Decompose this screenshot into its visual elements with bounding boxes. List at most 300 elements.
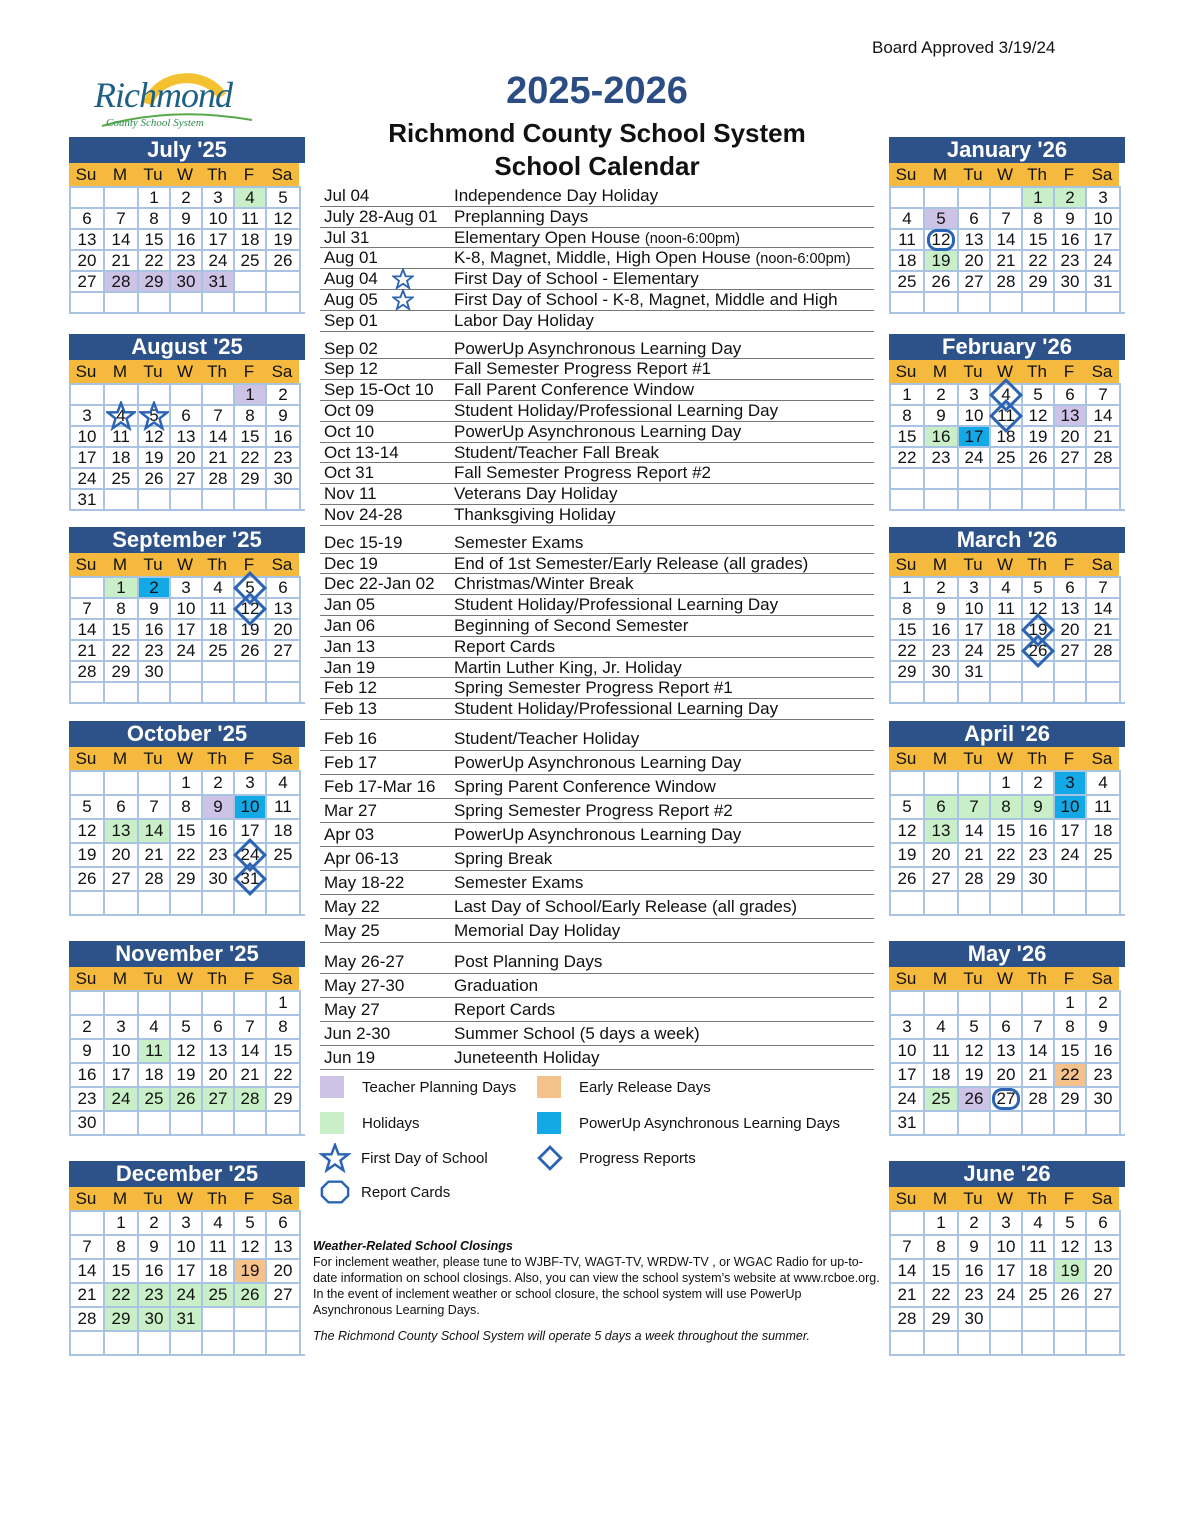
day-number: 5 [1033, 385, 1043, 404]
day-cell [105, 818, 139, 842]
weekday-label: F [1053, 747, 1085, 770]
weekday-header [889, 360, 1125, 383]
event-date: May 26-27 [324, 951, 405, 971]
day-number: 30 [1060, 272, 1080, 291]
early-release-swatch [537, 1076, 561, 1098]
day-cell [1023, 1234, 1055, 1258]
day-number: 21 [77, 641, 97, 660]
events-list [320, 186, 874, 1070]
day-cell [891, 249, 925, 270]
day-cell [235, 1258, 267, 1282]
day-cell [925, 1038, 959, 1062]
weekday-label: Tu [137, 967, 169, 990]
day-number: 30 [144, 662, 164, 681]
event-description [454, 339, 874, 359]
day-cell [171, 404, 203, 425]
day-number: 9 [1065, 209, 1075, 228]
event-text: Elementary Open House [454, 227, 641, 247]
day-cell [1023, 404, 1055, 425]
month-june [889, 1161, 1125, 1356]
day-number: 16 [208, 821, 228, 840]
weekday-label: Tu [137, 553, 169, 576]
event-description [454, 950, 874, 973]
day-number: 14 [77, 620, 97, 639]
day-number: 22 [273, 1065, 293, 1084]
day-number: 22 [111, 641, 131, 660]
day-cell [203, 291, 235, 312]
day-cell [1055, 842, 1087, 866]
day-number: 6 [936, 797, 946, 816]
day-cell [891, 186, 925, 207]
event-row [320, 678, 874, 699]
day-cell [959, 1306, 991, 1330]
day-number: 12 [273, 209, 293, 228]
day-number: 24 [240, 845, 260, 864]
day-cell [1055, 186, 1087, 207]
day-cell [925, 1062, 959, 1086]
event-description [454, 595, 874, 615]
day-cell [139, 186, 171, 207]
day-number: 28 [996, 272, 1016, 291]
day-number: 20 [1060, 427, 1080, 446]
month-august [69, 334, 305, 511]
event-text: PowerUp Asynchronous Learning Day [454, 421, 742, 441]
day-cell [267, 1282, 301, 1306]
day-cell [891, 639, 925, 660]
day-number: 28 [964, 869, 984, 888]
day-cell [267, 866, 301, 890]
day-cell [1023, 228, 1055, 249]
day-number: 14 [111, 230, 131, 249]
legend-report-cards [320, 1179, 450, 1205]
day-number: 15 [996, 821, 1016, 840]
event-description [454, 505, 874, 525]
day-number: 10 [176, 1237, 196, 1256]
weekday-label: Tu [957, 360, 989, 383]
event-text: Labor Day Holiday [454, 310, 594, 330]
day-cell [203, 1282, 235, 1306]
day-cell [139, 488, 171, 509]
day-cell [235, 1014, 267, 1038]
octagon-icon [320, 1179, 350, 1205]
event-row [320, 359, 874, 380]
weekday-label: F [1053, 967, 1085, 990]
event-text: Report Cards [454, 999, 556, 1019]
day-cell [1023, 660, 1055, 681]
event-row [320, 699, 874, 720]
day-cell [991, 597, 1023, 618]
day-number: 22 [1028, 251, 1048, 270]
day-number: 28 [208, 469, 228, 488]
day-cell [1023, 794, 1055, 818]
day-cell [891, 1014, 925, 1038]
weekday-label: W [169, 163, 201, 186]
weekday-header [69, 747, 305, 770]
district-title: Richmond County School System [388, 118, 806, 148]
event-date: May 27 [324, 999, 380, 1019]
day-cell [71, 425, 105, 446]
day-cell [1023, 1282, 1055, 1306]
day-cell [71, 1086, 105, 1110]
day-number: 1 [902, 578, 912, 597]
legend-holidays-label: Holidays [362, 1114, 420, 1132]
day-cell [1087, 681, 1121, 702]
day-number: 18 [996, 620, 1016, 639]
event-row [320, 775, 874, 799]
event-text: Martin Luther King, Jr. Holiday [454, 657, 682, 677]
day-number: 19 [77, 845, 97, 864]
day-cell [267, 207, 301, 228]
day-cell [105, 383, 139, 404]
day-number: 10 [964, 406, 984, 425]
day-number: 4 [116, 406, 126, 425]
day-cell [991, 446, 1023, 467]
day-number: 19 [176, 1065, 196, 1084]
day-number: 18 [996, 427, 1016, 446]
day-cell [203, 770, 235, 794]
day-number: 11 [241, 209, 259, 228]
day-cell [267, 597, 301, 618]
day-cell [925, 990, 959, 1014]
day-cell [1055, 990, 1087, 1014]
day-number: 29 [897, 662, 917, 681]
event-description [454, 380, 874, 400]
event-date: Jul 04 [324, 186, 370, 205]
day-number: 1 [936, 1213, 946, 1232]
day-cell [71, 597, 105, 618]
day-cell [1087, 186, 1121, 207]
event-row [320, 1046, 874, 1070]
event-description [454, 699, 874, 719]
day-cell [267, 681, 301, 702]
board-approved-note: Board Approved 3/19/24 [872, 38, 1056, 57]
day-number: 6 [1001, 1017, 1011, 1036]
day-cell [1087, 1330, 1121, 1354]
day-number: 31 [208, 272, 228, 291]
day-cell [139, 383, 171, 404]
event-description [454, 554, 874, 574]
day-cell [203, 794, 235, 818]
legend-report-cards-label: Report Cards [361, 1183, 451, 1201]
day-cell [105, 842, 139, 866]
day-number: 2 [82, 1017, 92, 1036]
day-number: 19 [144, 448, 164, 467]
day-cell [891, 1234, 925, 1258]
day-number: 22 [897, 448, 917, 467]
day-number: 4 [902, 209, 912, 228]
day-cell [991, 1062, 1023, 1086]
day-number: 25 [996, 641, 1016, 660]
event-text: PowerUp Asynchronous Learning Day [454, 824, 742, 844]
event-row [320, 339, 874, 360]
day-cell [891, 1282, 925, 1306]
event-row [320, 871, 874, 895]
day-number: 12 [240, 1237, 260, 1256]
powerup-swatch [537, 1112, 561, 1134]
day-number: 17 [996, 1261, 1016, 1280]
day-cell [1087, 1258, 1121, 1282]
day-number: 14 [1093, 406, 1113, 425]
day-number: 17 [111, 1065, 131, 1084]
day-cell [267, 618, 301, 639]
day-number: 3 [1001, 1213, 1011, 1232]
day-cell [139, 1110, 171, 1134]
day-number: 4 [245, 188, 255, 207]
day-number: 26 [1060, 1285, 1080, 1304]
day-number: 18 [931, 1065, 951, 1084]
day-number: 26 [931, 272, 951, 291]
weather-notice [313, 1238, 883, 1344]
event-date: Sep 12 [324, 359, 378, 379]
day-cell [203, 842, 235, 866]
event-description [454, 775, 874, 798]
day-number: 26 [964, 1089, 984, 1108]
day-number: 9 [149, 599, 159, 618]
day-cell [235, 618, 267, 639]
day-cell [139, 770, 171, 794]
day-cell [267, 1014, 301, 1038]
day-cell [171, 446, 203, 467]
day-cell [267, 383, 301, 404]
day-number: 9 [149, 1237, 159, 1256]
day-cell [1087, 1282, 1121, 1306]
day-cell [891, 597, 925, 618]
day-number: 25 [996, 448, 1016, 467]
weekday-header [69, 553, 305, 576]
event-row [320, 616, 874, 637]
day-number: 16 [77, 1065, 97, 1084]
day-number: 14 [897, 1261, 917, 1280]
day-cell [959, 1110, 991, 1134]
weekday-header [69, 1187, 305, 1210]
event-description [454, 311, 874, 331]
day-number: 18 [897, 251, 917, 270]
day-cell [1055, 1062, 1087, 1086]
day-cell [1087, 660, 1121, 681]
day-number: 25 [240, 251, 260, 270]
weekday-label: Th [201, 553, 233, 576]
month-title: January '26 [889, 137, 1125, 163]
day-cell [71, 990, 105, 1014]
day-number: 16 [144, 1261, 164, 1280]
weekday-label: W [169, 967, 201, 990]
day-cell [925, 639, 959, 660]
day-number: 28 [77, 1309, 97, 1328]
event-row [320, 228, 874, 249]
day-number: 6 [82, 209, 92, 228]
day-cell [959, 794, 991, 818]
day-cell [267, 228, 301, 249]
event-description [454, 401, 874, 421]
day-number: 25 [208, 1285, 228, 1304]
day-number: 15 [1028, 230, 1048, 249]
event-row [320, 637, 874, 658]
day-grid [889, 576, 1125, 704]
day-cell [203, 639, 235, 660]
day-number: 12 [931, 230, 951, 249]
weekday-label: Su [69, 553, 103, 576]
day-number: 23 [931, 448, 951, 467]
event-date: Jul 31 [324, 227, 370, 247]
month-title: September '25 [69, 527, 305, 553]
day-cell [1055, 1234, 1087, 1258]
day-number: 1 [116, 578, 126, 597]
day-number: 22 [176, 845, 196, 864]
day-cell [891, 467, 925, 488]
day-cell [267, 1210, 301, 1234]
day-cell [267, 425, 301, 446]
day-number: 31 [897, 1113, 917, 1132]
day-number: 7 [82, 1237, 92, 1256]
day-cell [235, 404, 267, 425]
day-number: 23 [964, 1285, 984, 1304]
day-number: 1 [181, 773, 191, 792]
day-cell [105, 1234, 139, 1258]
day-number: 10 [208, 209, 228, 228]
day-number: 15 [273, 1041, 293, 1060]
day-number: 24 [897, 1089, 917, 1108]
day-cell [1055, 770, 1087, 794]
day-cell [235, 770, 267, 794]
day-number: 30 [77, 1113, 97, 1132]
day-cell [171, 794, 203, 818]
day-cell [1087, 270, 1121, 291]
diamond-icon [537, 1145, 563, 1171]
day-cell [139, 618, 171, 639]
day-number: 8 [116, 599, 126, 618]
weekday-header [69, 163, 305, 186]
month-title: April '26 [889, 721, 1125, 747]
day-number: 5 [278, 188, 288, 207]
day-cell [959, 1210, 991, 1234]
day-cell [991, 770, 1023, 794]
event-date: Feb 12 [324, 678, 377, 698]
day-number: 13 [1060, 406, 1080, 425]
day-cell [171, 866, 203, 890]
event-row [320, 186, 874, 207]
day-number: 26 [273, 251, 293, 270]
day-number: 3 [245, 773, 255, 792]
day-cell [267, 467, 301, 488]
day-cell [991, 186, 1023, 207]
event-text: Summer School (5 days a week) [454, 1023, 700, 1043]
day-cell [235, 488, 267, 509]
weekday-label: Sa [1085, 1187, 1119, 1210]
day-number: 5 [902, 797, 912, 816]
day-number: 23 [176, 251, 196, 270]
day-number: 3 [116, 1017, 126, 1036]
day-number: 20 [931, 845, 951, 864]
day-cell [71, 228, 105, 249]
day-cell [925, 425, 959, 446]
day-cell [925, 488, 959, 509]
event-text: Beginning of Second Semester [454, 615, 689, 635]
day-cell [235, 1306, 267, 1330]
day-number: 1 [1033, 188, 1043, 207]
day-cell [1087, 467, 1121, 488]
day-number: 20 [111, 845, 131, 864]
day-cell [1087, 770, 1121, 794]
day-cell [891, 1306, 925, 1330]
day-cell [1055, 1038, 1087, 1062]
month-april [889, 721, 1125, 916]
day-cell [1055, 1210, 1087, 1234]
day-number: 17 [176, 620, 196, 639]
day-cell [105, 660, 139, 681]
weekday-label: F [233, 1187, 265, 1210]
day-cell [105, 597, 139, 618]
event-description [454, 186, 874, 206]
weekday-label: M [923, 553, 957, 576]
day-cell [139, 842, 171, 866]
day-number: 11 [997, 406, 1015, 425]
day-cell [71, 842, 105, 866]
day-cell [891, 228, 925, 249]
day-cell [71, 576, 105, 597]
day-number: 21 [897, 1285, 917, 1304]
day-cell [171, 639, 203, 660]
event-text: Fall Parent Conference Window [454, 380, 695, 400]
day-cell [171, 681, 203, 702]
weekday-label: Th [1021, 163, 1053, 186]
day-number: 22 [897, 641, 917, 660]
event-row [320, 595, 874, 616]
day-cell [235, 228, 267, 249]
day-number: 15 [1060, 1041, 1080, 1060]
day-cell [1023, 1306, 1055, 1330]
event-date: Jan 05 [324, 595, 376, 615]
day-cell [891, 1086, 925, 1110]
weekday-label: W [169, 553, 201, 576]
day-number: 15 [897, 427, 917, 446]
day-number: 12 [1028, 406, 1048, 425]
month-title: December '25 [69, 1161, 305, 1187]
day-number: 29 [931, 1309, 951, 1328]
event-date: Apr 03 [324, 824, 375, 844]
day-number: 27 [77, 272, 97, 291]
day-cell [925, 660, 959, 681]
day-cell [235, 1038, 267, 1062]
event-description [454, 484, 874, 504]
day-cell [959, 818, 991, 842]
weekday-label: W [989, 360, 1021, 383]
event-text: Student/Teacher Holiday [454, 728, 640, 748]
day-number: 15 [144, 230, 164, 249]
day-cell [203, 576, 235, 597]
day-cell [171, 425, 203, 446]
day-cell [1055, 890, 1087, 914]
day-cell [925, 1110, 959, 1134]
event-description [454, 998, 874, 1021]
district-logo [92, 66, 262, 136]
day-cell [71, 1282, 105, 1306]
day-cell [139, 207, 171, 228]
day-number: 23 [1060, 251, 1080, 270]
day-cell [235, 1210, 267, 1234]
month-july [69, 137, 305, 314]
day-number: 4 [213, 1213, 223, 1232]
day-number: 26 [897, 869, 917, 888]
weekday-label: Su [889, 360, 923, 383]
day-cell [959, 990, 991, 1014]
weekday-label: Tu [137, 360, 169, 383]
day-number: 27 [208, 1089, 228, 1108]
weekday-label: W [989, 163, 1021, 186]
day-cell [171, 597, 203, 618]
day-cell [105, 1306, 139, 1330]
day-number: 5 [82, 797, 92, 816]
event-description [454, 359, 874, 379]
